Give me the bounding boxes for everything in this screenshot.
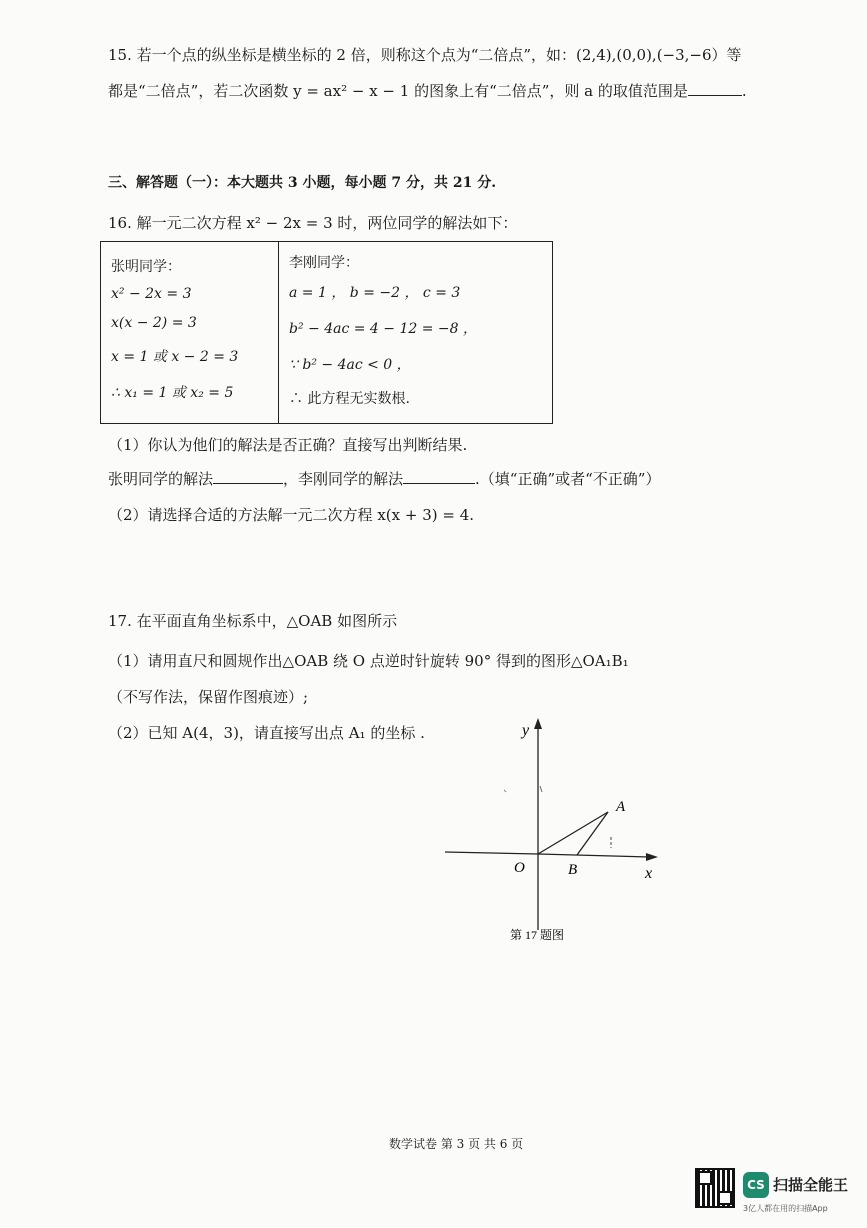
x-axis-arrow bbox=[646, 853, 658, 861]
q17-part2: （2）已知 A(4，3)，请直接写出点 A₁ 的坐标 . bbox=[108, 724, 425, 742]
origin-label: O bbox=[514, 860, 525, 876]
q16-fill-a: 张明同学的解法 bbox=[108, 470, 214, 488]
point-a-label: A bbox=[616, 799, 626, 815]
app-tagline: 3亿人都在用的扫描App bbox=[743, 1204, 828, 1213]
li-solution-cell bbox=[279, 242, 552, 423]
li-step: b² − 4ac = 4 − 12 = −8 ， bbox=[289, 321, 478, 337]
zhang-name: 张明同学： bbox=[111, 259, 181, 275]
page-footer: 数学试卷 第 3 页 共 6 页 bbox=[389, 1137, 524, 1151]
zhang-solution-cell bbox=[101, 242, 278, 423]
q17-figure bbox=[440, 712, 670, 947]
y-axis-arrow bbox=[534, 718, 542, 729]
point-b-label: B bbox=[568, 862, 578, 878]
q16-part2: （2）请选择合适的方法解一元二次方程 x(x + 3) = 4. bbox=[108, 506, 475, 524]
camscanner-logo-icon: CS bbox=[743, 1172, 769, 1198]
faint-mark bbox=[504, 790, 506, 792]
li-step: a = 1 ， b = −2 ， c = 3 bbox=[289, 285, 461, 301]
zhang-step: x = 1 或 x − 2 = 3 bbox=[111, 349, 239, 365]
li-judgement-blank[interactable] bbox=[403, 469, 475, 484]
q16-stem: 16. 解一元二次方程 x² − 2x = 3 时，两位同学的解法如下： bbox=[108, 214, 518, 232]
q15-line2-text: 都是“二倍点”，若二次函数 y = ax² − x − 1 的图象上有“二倍点”，则 a 的取值范围是 bbox=[108, 82, 688, 100]
app-name: 扫描全能王 bbox=[773, 1176, 849, 1194]
zhang-step: x(x − 2) = 3 bbox=[111, 315, 197, 331]
q15-line2-end: . bbox=[741, 82, 747, 100]
li-step: ∴ 此方程无实数根. bbox=[289, 391, 410, 407]
x-axis-label: x bbox=[645, 865, 653, 882]
li-name: 李刚同学： bbox=[289, 255, 359, 271]
q17-stem: 17. 在平面直角坐标系中，△OAB 如图所示 bbox=[108, 612, 398, 630]
q17-part1: （1）请用直尺和圆规作出△OAB 绕 O 点逆时针旋转 90° 得到的图形△OA₁B₁ bbox=[108, 652, 629, 670]
li-step: ∵ b² − 4ac < 0 ， bbox=[289, 357, 411, 373]
qr-code-icon bbox=[695, 1168, 735, 1208]
q17-part1-note: （不写作法，保留作图痕迹）; bbox=[108, 688, 309, 706]
q15-answer-blank[interactable] bbox=[688, 81, 742, 96]
zhang-step: ∴ x₁ = 1 或 x₂ = 5 bbox=[111, 385, 234, 401]
segment-ab bbox=[577, 812, 608, 855]
segment-oa bbox=[538, 812, 608, 854]
q16-solution-table bbox=[100, 241, 553, 424]
q15-line1: 15. 若一个点的纵坐标是横坐标的 2 倍，则称这个点为“二倍点”，如：(2,4),(0,0),(−3,−6）等 bbox=[108, 46, 742, 64]
faint-mark bbox=[540, 786, 542, 792]
figure-caption: 第 17 题图 bbox=[510, 928, 565, 942]
q16-fill-note: .（填“正确”或者“不正确”） bbox=[475, 470, 661, 488]
section3-title: 三、解答题（一）：本大题共 3 小题，每小题 7 分，共 21 分. bbox=[108, 175, 497, 191]
q16-part1: （1）你认为他们的解法是否正确？直接写出判断结果. bbox=[108, 436, 468, 454]
q15-line2 bbox=[108, 80, 747, 101]
y-axis-label: y bbox=[522, 722, 530, 739]
zhang-judgement-blank[interactable] bbox=[213, 469, 283, 484]
zhang-step: x² − 2x = 3 bbox=[111, 286, 192, 302]
q16-fill-b: ，李刚同学的解法 bbox=[283, 470, 404, 488]
x-axis-line bbox=[445, 852, 650, 857]
q16-fill-line bbox=[108, 468, 660, 489]
